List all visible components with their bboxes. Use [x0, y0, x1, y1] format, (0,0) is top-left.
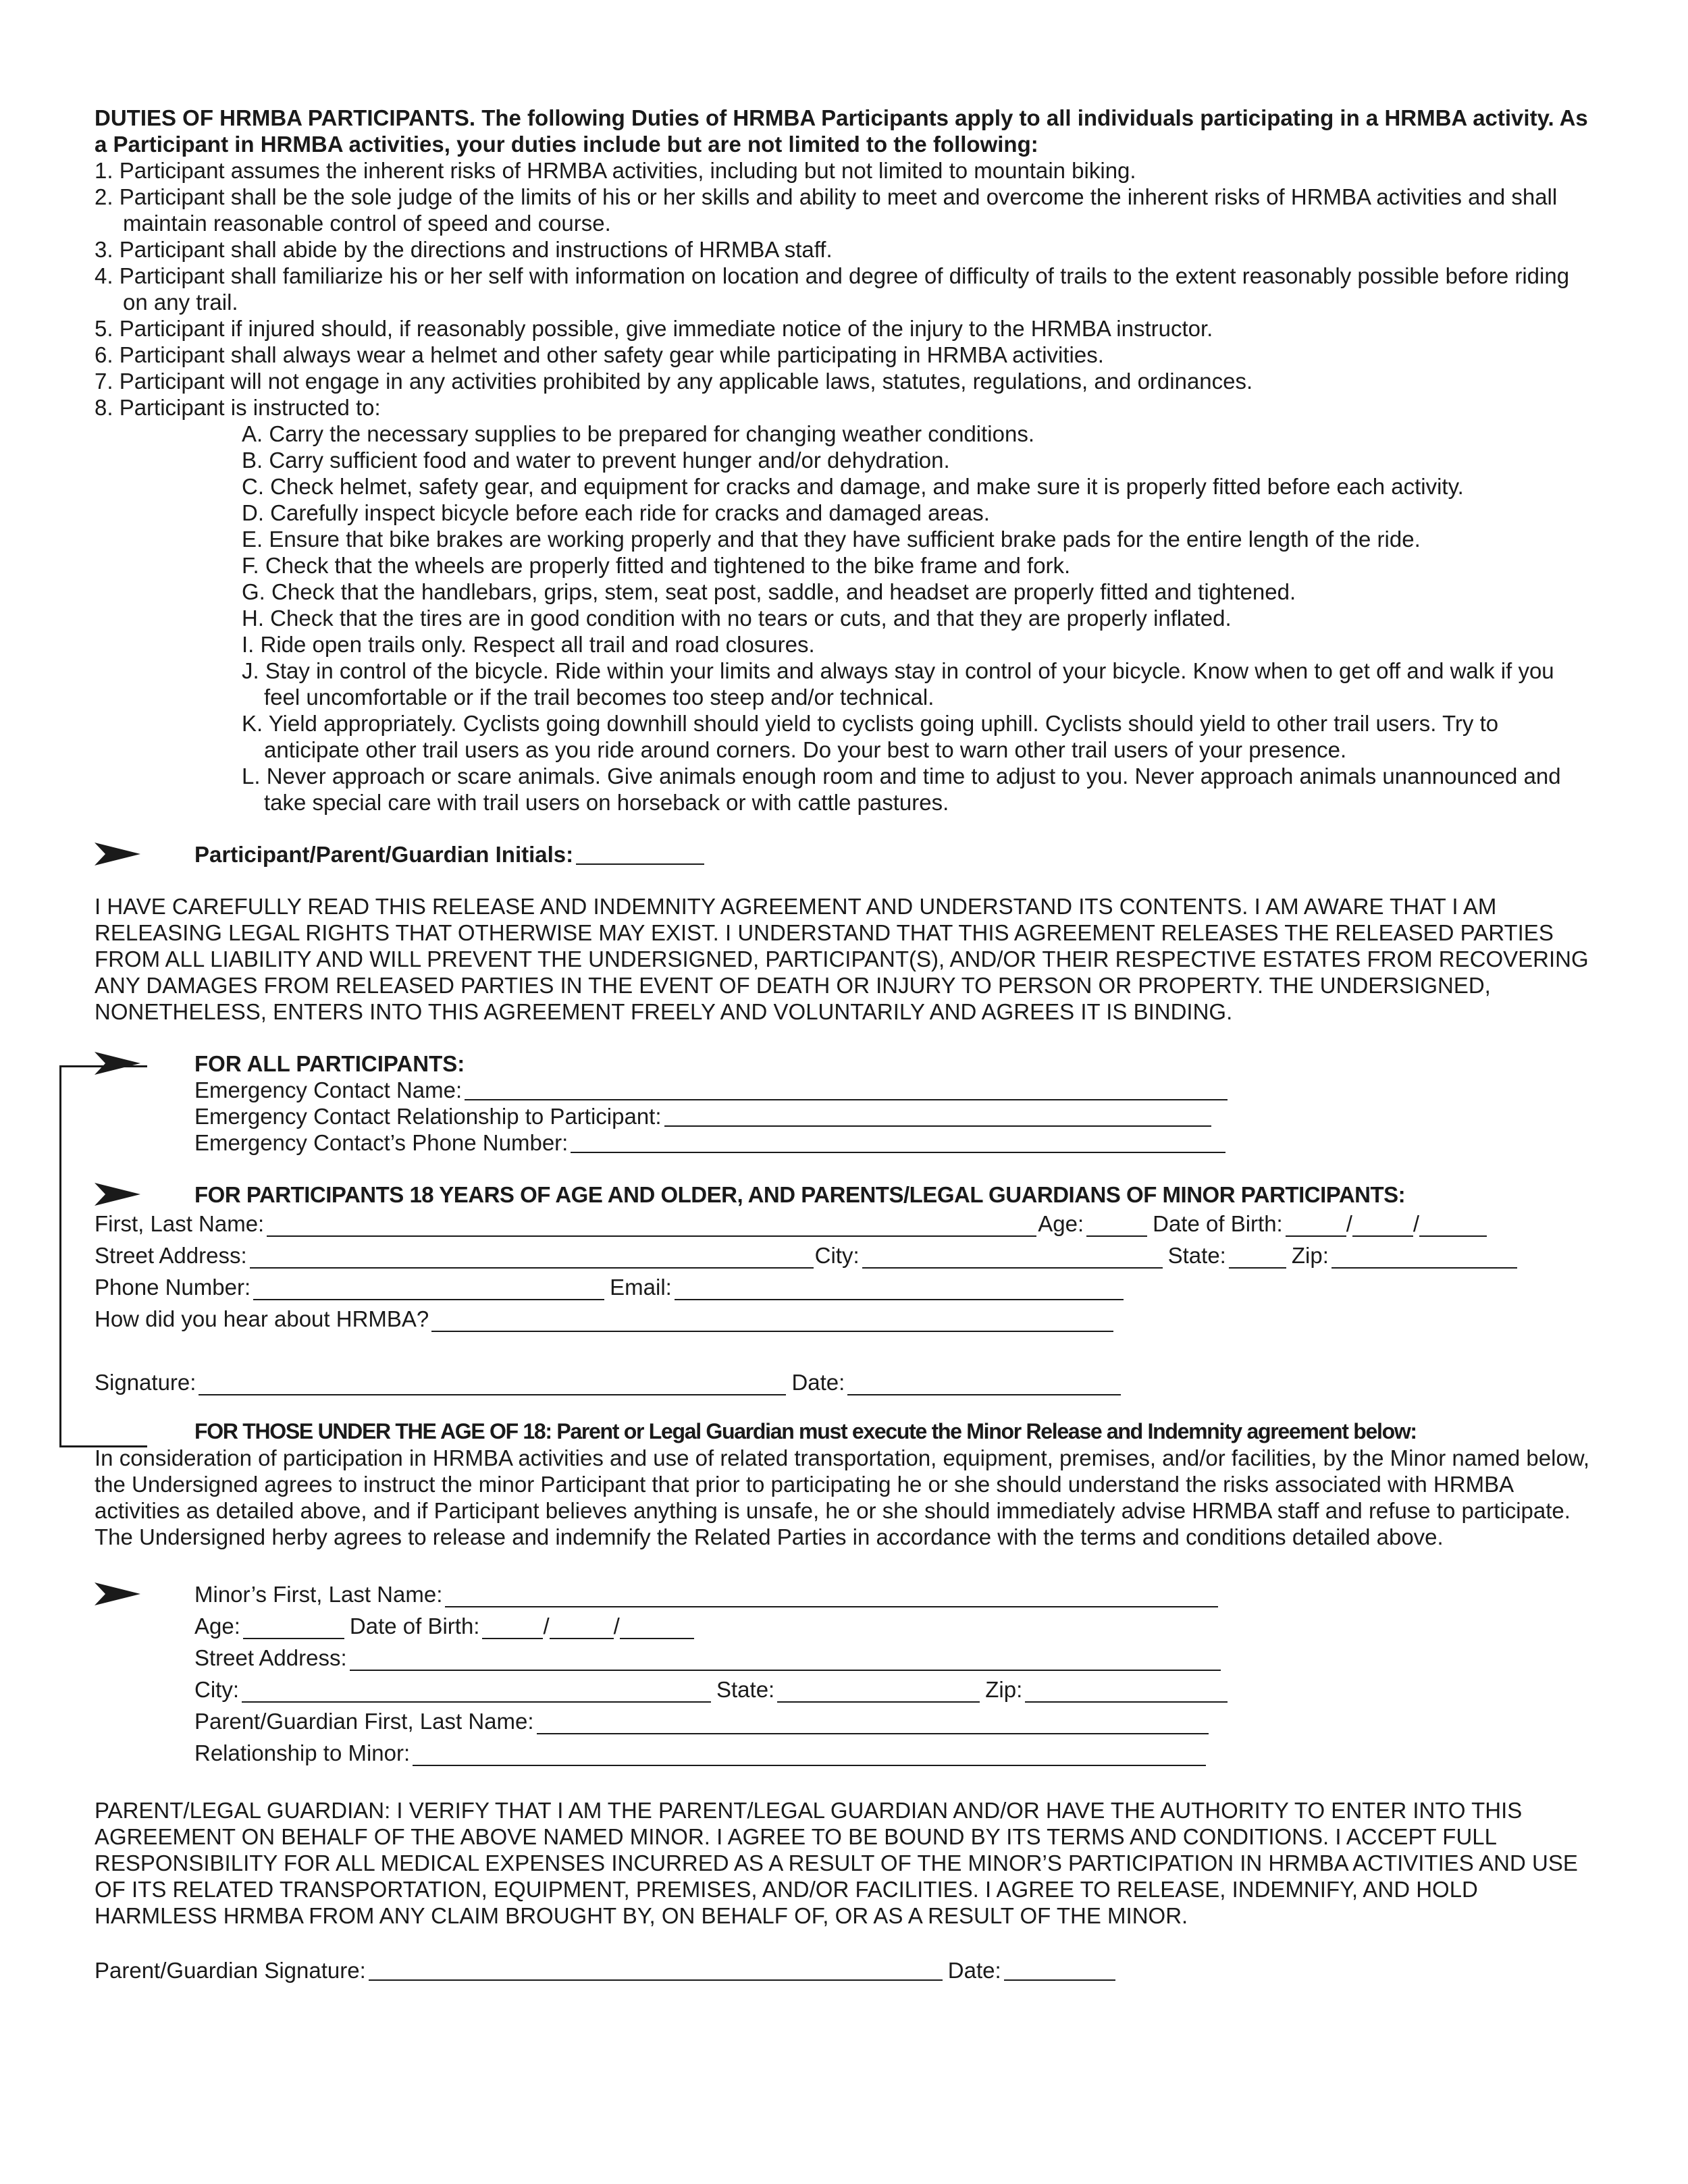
adult-street-field[interactable] [250, 1247, 814, 1269]
slash: / [613, 1614, 620, 1639]
minor-street-label: Street Address: [194, 1645, 347, 1670]
minor-name-label: Minor’s First, Last Name: [194, 1582, 443, 1607]
subitem-i: I. Ride open trails only. Respect all trail and road closures. [242, 632, 815, 657]
minor-dob-label: Date of Birth: [349, 1614, 480, 1639]
subitem-j: J. Stay in control of the bicycle. Ride within your limits and always stay in control of your bicycle. Know when to get off and walk if you feel uncomfortable or if the trail becomes too steep and/or technical. [242, 658, 1554, 710]
slash: / [1346, 1211, 1352, 1236]
guardian-signature-row [95, 1957, 1593, 1983]
arrow-icon [95, 1050, 140, 1076]
parent-name-label: Parent/Guardian First, Last Name: [194, 1709, 534, 1734]
release-statement: I HAVE CAREFULLY READ THIS RELEASE AND INDEMNITY AGREEMENT AND UNDERSTAND ITS CONTENTS. I AM AWARE THAT I AM RELEASING LEGAL RIGHTS THAT OTHERWISE MAY EXIST. I UNDERSTAND THAT THIS AGREEMENT RELEASES THE RELEASED PARTIES FROM ALL LIABILITY AND WILL PREVENT THE UNDERSIGNED, PARTICIPANT(S), AND/OR THEIR RESPECTIVE ESTATES FROM RECOVERING ANY DAMAGES FROM RELEASED PARTIES IN THE EVENT OF DEATH OR INJURY TO PERSON OR PROPERTY. THE UNDERSIGNED, NONETHELESS, ENTERS INTO THIS AGREEMENT FREELY AND VOLUNTARILY AND AGREES IT IS BINDING. [95, 894, 1589, 1024]
minor-name-field[interactable] [445, 1586, 1218, 1607]
adult-age-label: Age: [1038, 1211, 1084, 1236]
minor-section [95, 1578, 1593, 1769]
slash: / [1413, 1211, 1420, 1236]
subitem-l: L. Never approach or scare animals. Give animals enough room and time to adjust to you. Never approach animals unannounced and take special care with trail users on horseback or with cattle pastures. [242, 764, 1561, 815]
minor-age-label: Age: [194, 1614, 240, 1639]
slash: / [543, 1614, 550, 1639]
adult-heading: FOR PARTICIPANTS 18 YEARS OF AGE AND OLDER, AND PARENTS/LEGAL GUARDIANS OF MINOR PARTICIPANTS: [194, 1182, 1406, 1207]
guardian-date-field[interactable] [1004, 1959, 1115, 1981]
duty-item-7: 7. Participant will not engage in any activities prohibited by any applicable laws, statutes, regulations, and ordinances. [95, 369, 1253, 394]
duty-item-3: 3. Participant shall abide by the directions and instructions of HRMBA staff. [95, 237, 833, 262]
adult-name-field[interactable] [267, 1215, 1036, 1237]
emergency-name-label: Emergency Contact Name: [194, 1077, 463, 1102]
adult-date-field[interactable] [847, 1374, 1121, 1395]
guardian-statement: PARENT/LEGAL GUARDIAN: I VERIFY THAT I AM THE PARENT/LEGAL GUARDIAN AND/OR HAVE THE AUTHORITY TO ENTER INTO THIS AGREEMENT ON BEHALF OF THE ABOVE NAMED MINOR. I AGREE TO BE BOUND BY ITS TERMS AND CONDITIONS. I ACCEPT FULL RESPONSIBILITY FOR ALL MEDICAL EXPENSES INCURRED AS A RESULT OF THE MINOR’S PARTICIPATION IN HRMBA ACTIVITIES AND USE OF ITS RELATED TRANSPORTATION, EQUIPMENT, PREMISES, AND/OR FACILITIES. I AGREE TO RELEASE, INDEMNIFY, AND HOLD HARMLESS HRMBA FROM ANY CLAIM BROUGHT BY, ON BEHALF OF, OR AS A RESULT OF THE MINOR. [95, 1798, 1578, 1928]
relationship-label: Relationship to Minor: [194, 1740, 411, 1765]
adult-hear-label: How did you hear about HRMBA? [95, 1306, 429, 1331]
guardian-signature-field[interactable] [369, 1959, 943, 1981]
adult-dob-day-field[interactable] [1352, 1215, 1413, 1237]
duty-item-2: 2. Participant shall be the sole judge of the limits of his or her skills and ability to meet and overcome the inherent risks of HRMBA activities and shall maintain reasonable control of speed and course. [95, 184, 1558, 236]
duties-heading: DUTIES OF HRMBA PARTICIPANTS. The following Duties of HRMBA Participants apply to all individuals participating in a HRMBA activity. As a Participant in HRMBA activities, your duties include but are not limited to the following: [95, 105, 1588, 157]
relationship-field[interactable] [413, 1744, 1206, 1766]
arrow-icon [95, 1581, 140, 1607]
adult-age-field[interactable] [1086, 1215, 1147, 1237]
adult-city-field[interactable] [862, 1247, 1163, 1269]
all-participants-section [95, 1050, 1593, 1156]
minor-zip-field[interactable] [1025, 1681, 1228, 1703]
adult-city-label: City: [814, 1243, 860, 1268]
adult-state-label: State: [1167, 1243, 1226, 1268]
adult-phone-field[interactable] [253, 1279, 604, 1300]
waiver-page [95, 105, 1593, 1983]
adult-section [95, 1181, 1593, 1208]
initials-label: Participant/Parent/Guardian Initials: [194, 842, 574, 867]
adult-hear-field[interactable] [431, 1310, 1113, 1332]
minor-zip-label: Zip: [985, 1677, 1023, 1702]
guardian-signature-label: Parent/Guardian Signature: [95, 1958, 366, 1983]
adult-dob-year-field[interactable] [1419, 1215, 1487, 1237]
emergency-name-field[interactable] [465, 1079, 1228, 1100]
adult-dob-month-field[interactable] [1286, 1215, 1346, 1237]
subitem-g: G. Check that the handlebars, grips, stem, seat post, saddle, and headset are properly fitted and tightened. [242, 579, 1296, 604]
adult-date-label: Date: [791, 1370, 845, 1395]
subitem-k: K. Yield appropriately. Cyclists going downhill should yield to cyclists going uphill. Cyclists should yield to other trail users. Try to anticipate other trail users as you ride around corners. Do your best to warn other trail users of your presence. [242, 711, 1499, 762]
duty-subitems [95, 421, 1593, 816]
subitem-a: A. Carry the necessary supplies to be prepared for changing weather conditions. [242, 421, 1034, 446]
minor-state-field[interactable] [777, 1681, 980, 1703]
adult-signature-field[interactable] [199, 1374, 786, 1395]
initials-field[interactable] [576, 843, 704, 865]
adult-zip-label: Zip: [1291, 1243, 1329, 1268]
adult-signature-label: Signature: [95, 1370, 196, 1395]
adult-street-label: Street Address: [95, 1243, 247, 1268]
emergency-relationship-field[interactable] [664, 1105, 1211, 1127]
initials-row [95, 841, 1593, 868]
minor-age-field[interactable] [243, 1618, 344, 1639]
duty-item-8: 8. Participant is instructed to: [95, 395, 381, 420]
arrow-icon [95, 1181, 140, 1207]
all-participants-heading: FOR ALL PARTICIPANTS: [194, 1051, 465, 1076]
subitem-b: B. Carry sufficient food and water to prevent hunger and/or dehydration. [242, 448, 950, 473]
emergency-phone-label: Emergency Contact’s Phone Number: [194, 1130, 569, 1155]
subitem-d: D. Carefully inspect bicycle before each ride for cracks and damaged areas. [242, 500, 990, 525]
minor-heading: FOR THOSE UNDER THE AGE OF 18: Parent or Legal Guardian must execute the Minor Release and Indemnity agreement below: [194, 1419, 1417, 1443]
minor-city-label: City: [194, 1677, 239, 1702]
emergency-relationship-label: Emergency Contact Relationship to Participant: [194, 1104, 662, 1129]
adult-zip-field[interactable] [1331, 1247, 1517, 1269]
guardian-date-label: Date: [947, 1958, 1001, 1983]
subitem-c: C. Check helmet, safety gear, and equipment for cracks and damage, and make sure it is properly fitted before each activity. [242, 474, 1464, 499]
adult-email-field[interactable] [675, 1279, 1124, 1300]
adult-state-field[interactable] [1229, 1247, 1286, 1269]
subitem-h: H. Check that the tires are in good condition with no tears or cuts, and that they are properly inflated. [242, 606, 1232, 631]
arrow-icon [95, 841, 140, 867]
adult-phone-label: Phone Number: [95, 1275, 251, 1300]
emergency-phone-field[interactable] [571, 1131, 1225, 1153]
adult-name-label: First, Last Name: [95, 1211, 265, 1236]
minor-consideration: In consideration of participation in HRMBA activities and use of related transportation, equipment, premises, and/or facilities, by the Minor named below, the Undersigned agrees to instruct the minor Participant that prior to participating he or she should understand the risks associated with HRMBA activities as detailed above, and if Participant believes anything is unsafe, he or she should immediately advise HRMBA staff and refuse to participate. The Undersigned herby agrees to release and indemnify the Related Parties in accordance with the terms and conditions detailed above. [95, 1445, 1589, 1549]
duty-item-4: 4. Participant shall familiarize his or her self with information on location and degree of difficulty of trails to the extent reasonably possible before riding on any trail. [95, 263, 1570, 315]
duty-item-1: 1. Participant assumes the inherent risks of HRMBA activities, including but not limited to mountain biking. [95, 158, 1136, 183]
minor-dob-day-field[interactable] [550, 1618, 614, 1639]
adult-email-label: Email: [610, 1275, 672, 1300]
subitem-f: F. Check that the wheels are properly fitted and tightened to the bike frame and fork. [242, 553, 1071, 578]
minor-street-field[interactable] [350, 1649, 1221, 1671]
minor-state-label: State: [716, 1677, 775, 1702]
adult-dob-label: Date of Birth: [1153, 1211, 1283, 1236]
parent-name-field[interactable] [537, 1713, 1209, 1734]
duty-item-6: 6. Participant shall always wear a helmet and other safety gear while participating in HRMBA activities. [95, 342, 1104, 367]
minor-dob-year-field[interactable] [620, 1618, 694, 1639]
subitem-e: E. Ensure that bike brakes are working properly and that they have sufficient brake pads for the entire length of the ride. [242, 527, 1421, 552]
minor-dob-month-field[interactable] [482, 1618, 543, 1639]
minor-city-field[interactable] [242, 1681, 711, 1703]
duty-item-5: 5. Participant if injured should, if reasonably possible, give immediate notice of the injury to the HRMBA instructor. [95, 316, 1213, 341]
